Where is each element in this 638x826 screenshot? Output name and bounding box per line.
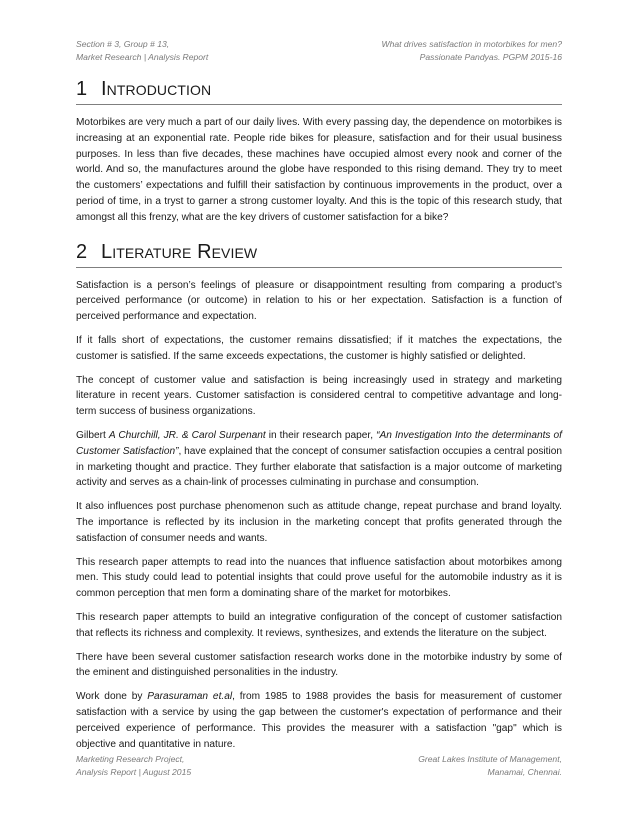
page-header — [76, 38, 562, 63]
section-title: Literature Review — [101, 240, 258, 263]
footer-location: Manamai, Chennai. — [487, 766, 562, 777]
header-right — [381, 38, 562, 63]
footer-left — [76, 753, 191, 778]
header-left — [76, 38, 208, 63]
author-names: A Churchill, JR. & Carol Surpenant — [108, 429, 266, 441]
literature-paragraph-4 — [76, 428, 562, 491]
literature-paragraph-1: Satisfaction is a person’s feelings of pleasure or disappointment resulting from comparing a product’s perceived performance (or outcome) in relation to his or her expectation. Satisfaction is a function of perceived performance and expectation. — [76, 279, 562, 323]
section-number: 1 — [76, 78, 88, 100]
header-research-question: What drives satisfaction in motorbikes for men? — [381, 39, 562, 49]
introduction-paragraph: Motorbikes are very much a part of our daily lives. With every passing day, the dependence on motorbikes is increasing at an exponential rate. People ride bikes for pleasure, satisfaction and for their usual business purposes. In less than five decades, these machines have occupied almost every nook and corner of the world. And so, the manufactures around the globe have responded to this rising demand. They try to meet the customers’ expectations and fulfill their satisfaction by continuous improvements in the product, over a period of time, in a tryst to garner a strong customer loyalty. And this is the topic of this research study, that amongst all this frenzy, what are the key drivers of customer satisfaction for a bike? — [76, 117, 562, 223]
page-body — [76, 77, 562, 760]
page-footer — [76, 753, 562, 778]
author-names: Parasuraman et.al — [147, 691, 233, 703]
footer-date: Analysis Report | August 2015 — [76, 766, 192, 777]
paper-title: “An Investigation Into the determinants of Customer Satisfaction” — [76, 429, 562, 457]
footer-right — [418, 753, 562, 778]
header-report-type: Market Research | Analysis Report — [76, 51, 209, 62]
header-section-group: Section # 3, Group # 13, — [76, 39, 170, 49]
literature-paragraph-3: The concept of customer value and satisfaction is being increasingly used in strategy and marketing literature in recent years. Customer satisfaction is considered central to competitive advantage and long-term success of business organizations. — [76, 374, 562, 418]
literature-paragraph-2: If it falls short of expectations, the customer remains dissatisfied; if it matches the expectations, the customer is satisfied. If the same exceeds expectations, the customer is highly satisfied or delighted. — [76, 334, 562, 362]
literature-paragraph-9 — [76, 689, 562, 752]
literature-paragraph-7: This research paper attempts to build an integrative configuration of the concept of customer satisfaction that reflects its richness and complexity. It reviews, synthesizes, and extends the literature on the subject. — [76, 611, 562, 639]
text-run: , have explained that the concept of consumer satisfaction occupies a central position in marketing thought and practice. They further elaborate that satisfaction is a major outcome of marketing activity and serves as a chain-link of processes culminating in purchase and consumption. — [76, 445, 562, 489]
section-heading-literature-review — [76, 240, 562, 268]
header-team-name: Passionate Pandyas. PGPM 2015-16 — [419, 51, 562, 62]
section-title: Introduction — [101, 78, 212, 100]
literature-paragraph-6: This research paper attempts to read into the nuances that influence satisfaction about motorbikes among men. This study could lead to potential insights that could prove useful for the automobile industry as it is common perception that men form a dominating share of the market for motorbikes. — [76, 556, 562, 600]
literature-paragraph-8: There have been several customer satisfaction research works done in the motorbike industry by some of the eminent and distinguished personalities in the industry. — [76, 651, 562, 679]
text-run: Gilbert — [76, 429, 109, 441]
literature-paragraph-5: It also influences post purchase phenomenon such as attitude change, repeat purchase and brand loyalty. The importance is reflected by its inclusion in the marketing concept that profits generated through the satisfaction of consumer needs and wants. — [76, 501, 562, 544]
section-number: 2 — [76, 240, 88, 263]
section-heading-introduction — [76, 77, 562, 105]
text-run: in their research paper, — [265, 429, 377, 441]
text-run: , from 1985 to 1988 provides the basis for measurement of customer satisfaction with a service by using the gap between the customer's expectation of performance and their perceived experience of performance. This provides the measurer with a satisfaction "gap" which is objective and quantitative in nature. — [76, 691, 562, 750]
footer-project: Marketing Research Project, — [76, 754, 185, 764]
text-run: Work done by — [76, 691, 148, 703]
footer-institute: Great Lakes Institute of Management, — [418, 754, 562, 764]
